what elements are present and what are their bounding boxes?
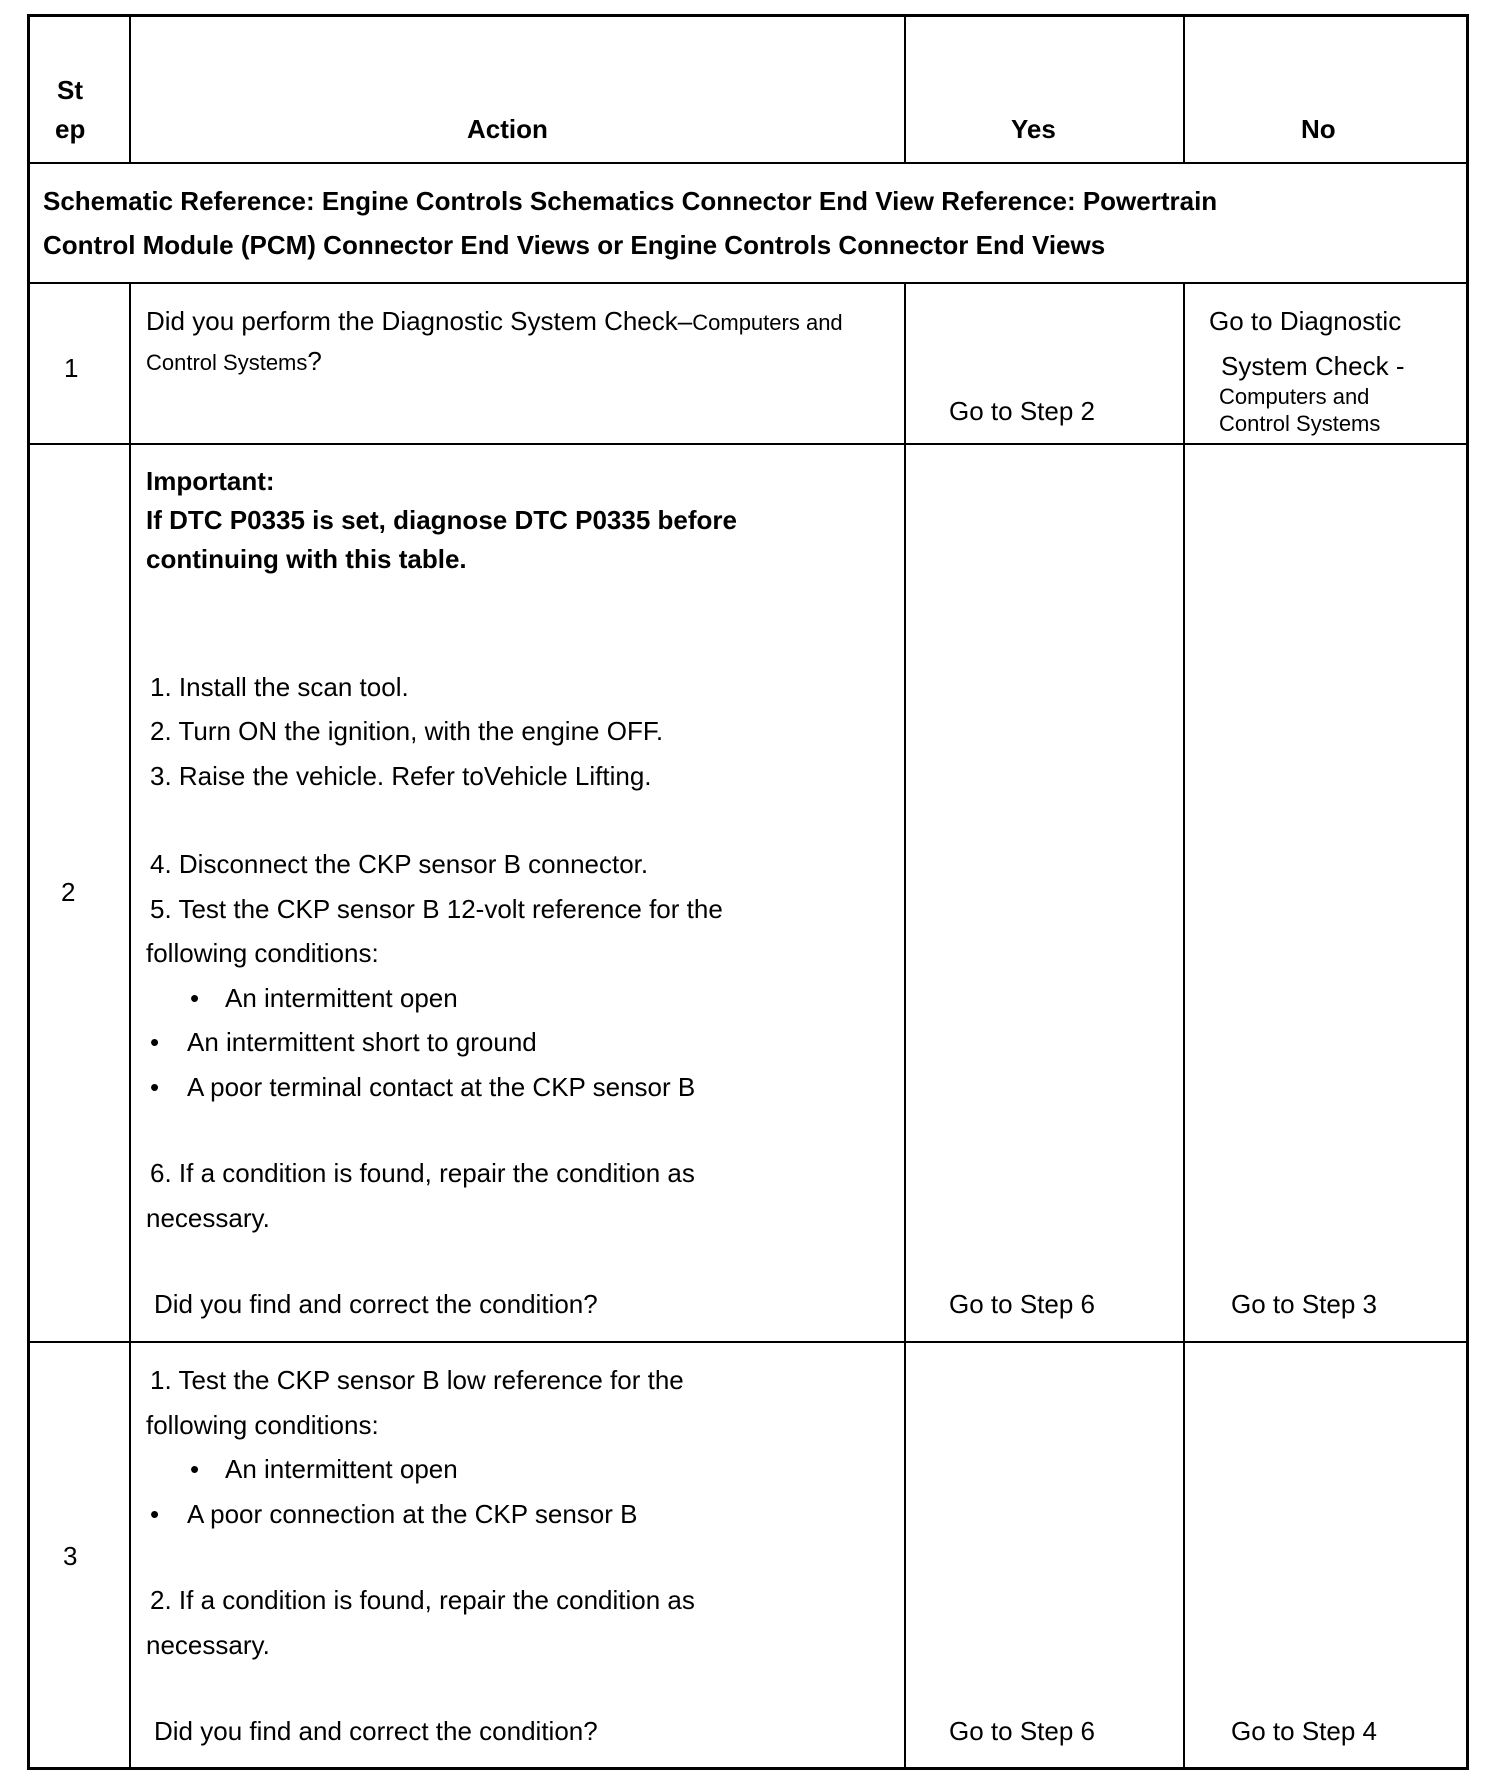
list-item: 1. Test the CKP sensor B low reference for the [150, 1365, 684, 1395]
list-item-continuation: necessary. [146, 1630, 270, 1660]
question: Did you find and correct the condition? [154, 1289, 598, 1319]
reference-line-2: Control Module (PCM) Connector End Views or Engine Controls Connector End Views [43, 230, 1106, 260]
column-divider [1183, 282, 1185, 1770]
no-result: Go to Step 3 [1231, 1289, 1377, 1319]
list-item: 5. Test the CKP sensor B 12-volt reference for the [150, 894, 723, 924]
list-item: 2. Turn ON the ignition, with the engine OFF. [150, 716, 664, 746]
bullet-item: A poor terminal contact at the CKP sensor B [187, 1072, 696, 1102]
row-divider [27, 1341, 1469, 1343]
yes-result: Go to Step 6 [949, 1289, 1095, 1319]
action-link-text: Control Systems [146, 350, 308, 375]
bullet-item: An intermittent open [225, 1454, 458, 1484]
list-item: 3. Raise the vehicle. Refer toVehicle Lifting. [150, 761, 652, 791]
column-divider [904, 14, 906, 163]
row-divider [27, 162, 1469, 164]
table-border-top [27, 14, 1469, 17]
step-number: 1 [64, 353, 79, 383]
bullet-marker: • [150, 1027, 160, 1057]
important-text-line-2: continuing with this table. [146, 544, 467, 574]
list-item-continuation: necessary. [146, 1203, 270, 1233]
list-item: 4. Disconnect the CKP sensor B connector. [150, 849, 649, 879]
step-number: 2 [61, 877, 76, 907]
no-result-line-3: Computers and [1219, 384, 1370, 409]
bullet-marker: • [150, 1499, 160, 1529]
row-divider [27, 443, 1469, 445]
bullet-marker: • [190, 983, 200, 1013]
vehicle-lifting-link[interactable]: Vehicle Lifting [483, 761, 645, 791]
reference-line-1: Schematic Reference: Engine Controls Schematics Connector End View Reference: Powertrain [43, 186, 1218, 216]
bullet-marker: • [150, 1072, 160, 1102]
action-line-1 [146, 306, 843, 336]
header-action: Action [467, 114, 548, 144]
column-divider [129, 14, 131, 163]
important-label: Important: [146, 466, 275, 496]
bullet-item: An intermittent open [225, 983, 458, 1013]
table-border-right [1466, 14, 1469, 1770]
header-yes: Yes [1011, 114, 1056, 144]
no-result-line-1: Go to Diagnostic [1209, 306, 1402, 336]
table-border-left [27, 14, 30, 1770]
no-result: Go to Step 4 [1231, 1716, 1377, 1746]
question: Did you find and correct the condition? [154, 1716, 598, 1746]
column-divider [1183, 14, 1185, 163]
header-step-line1: St [57, 75, 83, 105]
step-number: 3 [63, 1541, 78, 1571]
no-result-line-4: Control Systems [1219, 411, 1381, 436]
question-mark: ? [307, 346, 322, 376]
dash: – [677, 306, 693, 336]
yes-result: Go to Step 2 [949, 396, 1095, 426]
bullet-marker: • [190, 1454, 200, 1484]
column-divider [129, 282, 131, 1770]
bullet-item: A poor connection at the CKP sensor B [187, 1499, 638, 1529]
action-line-2 [146, 346, 322, 376]
no-result-line-2: System Check - [1221, 351, 1405, 381]
list-item: 1. Install the scan tool. [150, 672, 409, 702]
action-link-text: Computers and [692, 310, 843, 335]
header-no: No [1301, 114, 1336, 144]
list-item: 2. If a condition is found, repair the condition as [150, 1585, 695, 1615]
row-divider [27, 282, 1469, 284]
action-text: Did you perform the Diagnostic System Check [146, 306, 678, 336]
yes-result: Go to Step 6 [949, 1716, 1095, 1746]
header-step-line2: ep [55, 114, 86, 144]
list-item-continuation: following conditions: [146, 1410, 379, 1440]
important-text-line-1: If DTC P0335 is set, diagnose DTC P0335 before [146, 505, 737, 535]
column-divider [904, 282, 906, 1770]
list-item-continuation: following conditions: [146, 938, 379, 968]
list-item: 6. If a condition is found, repair the condition as [150, 1158, 695, 1188]
table-border-bottom [27, 1767, 1469, 1770]
bullet-item: An intermittent short to ground [187, 1027, 537, 1057]
